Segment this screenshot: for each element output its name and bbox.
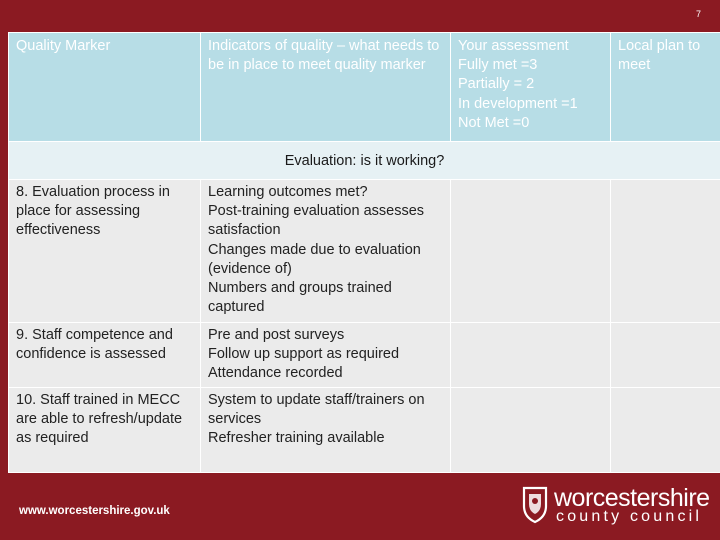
header-assessment-scale-3: Fully met =3	[458, 57, 538, 74]
row-local-plan-cell[interactable]	[611, 323, 720, 388]
header-assessment-scale-1: In development =1	[458, 95, 578, 112]
indicator-item: Numbers and groups trained captured	[208, 280, 392, 316]
section-row	[9, 142, 720, 180]
row-assessment-cell[interactable]	[451, 388, 611, 473]
council-crest-icon	[521, 484, 549, 524]
footer-website-link[interactable]: www.worcestershire.gov.uk	[19, 505, 170, 517]
logo-subtitle: county council	[556, 508, 703, 525]
row-local-plan-cell[interactable]	[611, 180, 720, 323]
indicator-item: Attendance recorded	[208, 365, 343, 382]
table-row	[9, 180, 720, 323]
row-quality-marker: 10. Staff trained in MECC are able to refresh/update as required	[9, 388, 201, 473]
header-quality-marker-text: Quality Marker	[16, 38, 111, 54]
row-assessment-cell[interactable]	[451, 180, 611, 323]
indicator-item: Post-training evaluation assesses satisfaction	[208, 203, 425, 239]
header-indicators-text: Indicators of quality – what needs to be in place to meet quality marker	[208, 38, 440, 74]
header-assessment-title: Your assessment	[458, 38, 569, 54]
header-local-plan	[611, 33, 720, 142]
section-title: Evaluation: is it working?	[9, 142, 720, 180]
table-row	[9, 388, 720, 473]
header-assessment-scale-0: Not Met =0	[458, 114, 530, 131]
row-quality-marker: 9. Staff competence and confidence is assessed	[9, 323, 201, 388]
slide-number: 7	[695, 9, 701, 19]
indicator-item: System to update staff/trainers on services	[208, 392, 425, 428]
indicator-item: Pre and post surveys	[208, 327, 345, 343]
row-indicators	[201, 323, 451, 388]
table-row	[9, 323, 720, 388]
table-header-row	[9, 33, 720, 142]
quality-marker-table	[8, 32, 720, 470]
header-indicators	[201, 33, 451, 142]
council-logo	[521, 484, 711, 528]
row-quality-marker: 8. Evaluation process in place for assessing effectiveness	[9, 180, 201, 323]
row-local-plan-cell[interactable]	[611, 388, 720, 473]
row-indicators	[201, 180, 451, 323]
header-assessment-scale-2: Partially = 2	[458, 76, 535, 93]
indicator-item: Learning outcomes met?	[208, 184, 368, 200]
row-assessment-cell[interactable]	[451, 323, 611, 388]
row-indicators	[201, 388, 451, 473]
header-quality-marker	[9, 33, 201, 142]
indicator-item: Changes made due to evaluation (evidence of)	[208, 241, 421, 277]
logo-wordmark: worcestershire	[554, 484, 710, 512]
header-local-plan-text: Local plan to meet	[618, 38, 701, 74]
indicator-item: Follow up support as required	[208, 346, 400, 363]
header-assessment	[451, 33, 611, 142]
indicator-item: Refresher training available	[208, 430, 385, 447]
